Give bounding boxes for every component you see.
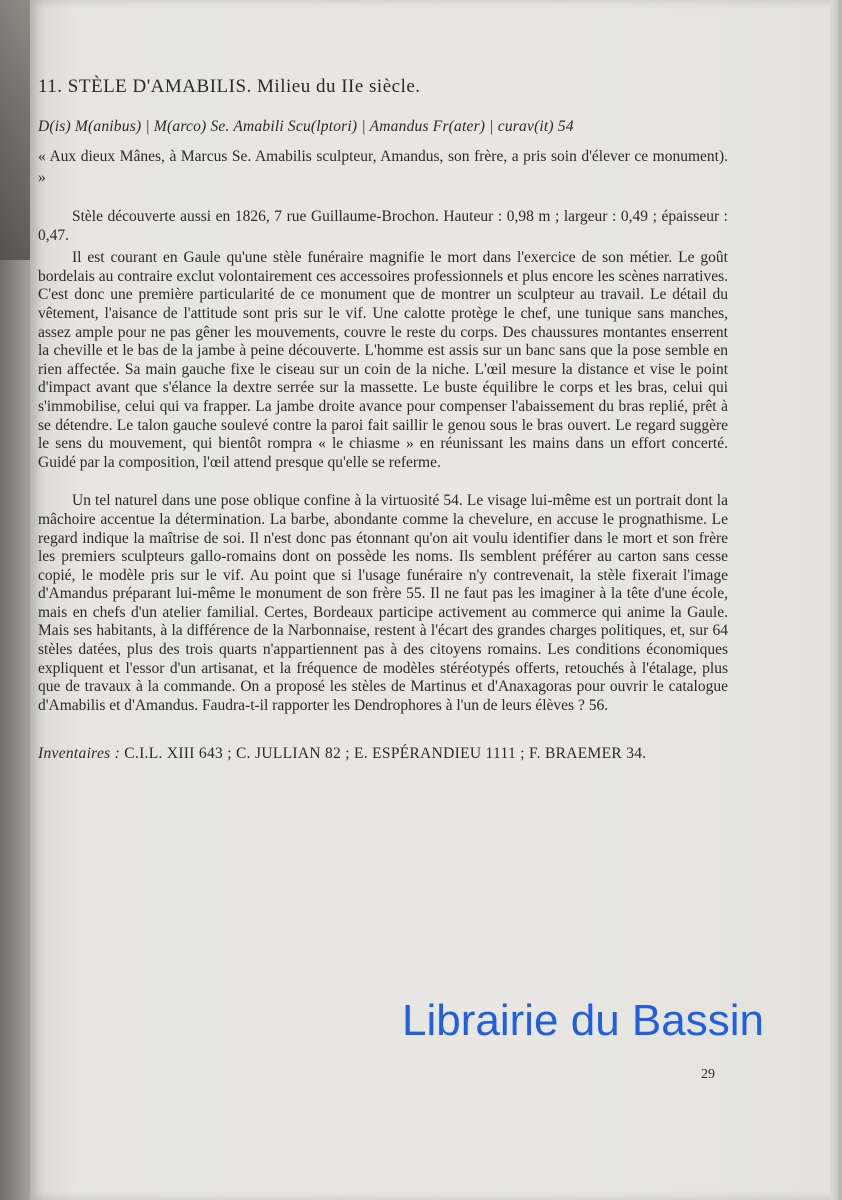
entry-title: STÈLE D'AMABILIS. (67, 76, 252, 97)
inventaires-line (38, 745, 728, 763)
paragraph-analysis: Un tel naturel dans une pose oblique confine à la virtuosité 54. Le visage lui-même est un portrait dont la mâchoire accentue la détermination. La barbe, abondante comme la chevelure, en accuse le prognathisme. Le regard indique la maîtrise de soi. Il n'est donc pas étonnant qu'on ait voulu identifier dans le mort et son frère les premiers sculpteurs gallo-romains dont on possède les noms. Ils semblent préférer au carton sans cesse copié, le modèle pris sur le vif. Au point que si l'usage funéraire n'y contrevenait, la stèle fixerait l'image d'Amandus préparant lui-même le monument de son frère 55. Il ne faut pas les imaginer à la tête d'une école, mais en chefs d'un atelier familial. Certes, Bordeaux participe activement au commerce qui anime la Gaule. Mais ses habitants, à la différence de la Narbonnaise, restent à l'écart des grandes charges politiques, et, sur 64 stèles datées, plus des trois quarts n'appartiennent pas à des citoyens romains. Les conditions économiques expliquent et l'essor d'un artisanat, et la fréquence de modèles stéréotypés offerts, retouchés à l'étalage, plus que de travaux à la commande. On a proposé les stèles de Martinus et d'Anaxagoras pour ouvrir le catalogue d'Amabilis et d'Amandus. Faudra-t-il rapporter les Dendrophores à l'un de leurs élèves ? 56. (38, 492, 728, 714)
page-number: 29 (701, 1067, 715, 1082)
paragraph-discovery: Stèle découverte aussi en 1826, 7 rue Guillaume-Brochon. Hauteur : 0,98 m ; largeur : 0,49 ; épaisseur : 0,47. (38, 208, 728, 244)
facing-page-photo-edge (0, 0, 30, 260)
inventaires-label: Inventaires : (38, 745, 121, 763)
watermark-text: Librairie du Bassin (402, 996, 764, 1045)
latin-inscription: D(is) M(anibus) | M(arco) Se. Amabili Scu(lptori) | Amandus Fr(ater) | curav(it) 54 (38, 118, 574, 135)
entry-date: Milieu du IIe siècle. (257, 76, 421, 97)
page-content (38, 76, 728, 763)
entry-number: 11. (38, 76, 63, 97)
inscription-translation: « Aux dieux Mânes, à Marcus Se. Amabilis sculpteur, Amandus, son frère, a pris soin d'élever ce monument). » (38, 148, 728, 186)
paragraph-description: Il est courant en Gaule qu'une stèle funéraire magnifie le mort dans l'exercice de son métier. Le goût bordelais au contraire exclut volontairement ces accessoires professionnels et plus encore les scènes narratives. C'est donc une première particularité de ce monument que de montrer un sculpteur au travail. Le détail du vêtement, l'aisance de l'attitude sont pris sur le vif. Une calotte protège le chef, une tunique sans manches, assez ample pour ne pas gêner les mouvements, couvre le reste du corps. Des chaussures montantes enserrent la cheville et le bas de la jambe à peine découverte. L'homme est assis sur un banc sans que la pose semble en rien affectée. Sa main gauche fixe le ciseau sur un coin de la niche. L'œil mesure la distance et vise le point d'impact avant que s'élance la dextre serrée sur la massette. Le buste équilibre le corps et les bras, celui qui s'immobilise, celui qui va frapper. La jambe droite avance pour compenser l'abaissement du bras replié, prêt à se détendre. Le talon gauche soulevé contre la paroi fait saillir le genou sous le bras ouvert. Le regard suggère le sens du mouvement, qui bientôt rompra « le chiasme » en réunissant les mains dans un effort concerté. Guidé par la composition, l'œil attend presque qu'elle se referme. (38, 249, 728, 471)
page-edge (830, 0, 838, 1200)
inventaires-text: C.I.L. XIII 643 ; C. JULLIAN 82 ; E. ESPÉRANDIEU 1111 ; F. BRAEMER 34. (124, 745, 647, 763)
entry-heading (38, 76, 728, 98)
